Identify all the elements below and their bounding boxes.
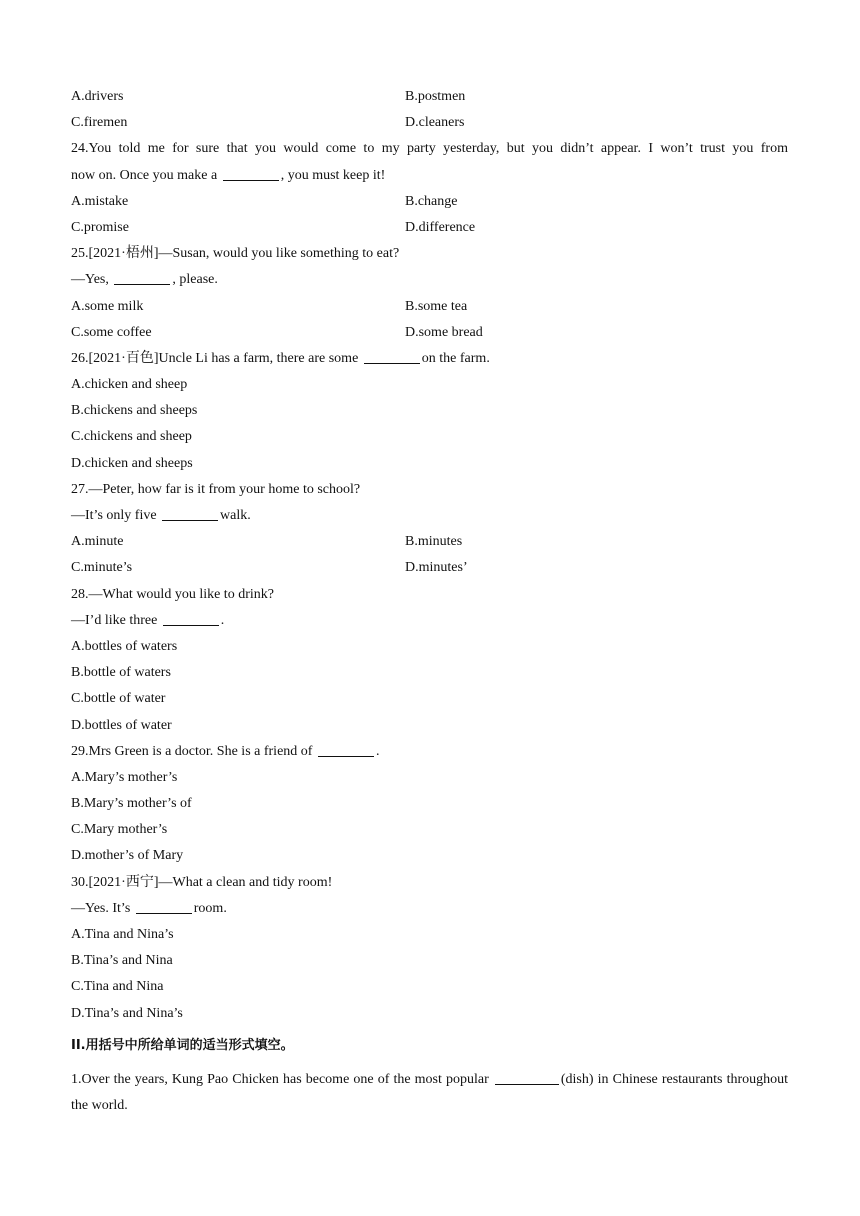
q27-reply	[71, 503, 788, 529]
q26-option-c: C.chickens and sheep	[71, 429, 192, 445]
q27-stem: 27.—Peter, how far is it from your home to school?	[71, 481, 361, 497]
q29-option-c: C.Mary mother’s	[71, 822, 168, 838]
q24-option-a: A.mistake	[71, 193, 129, 209]
q28-option-c: C.bottle of water	[71, 691, 166, 707]
q26-option-b: B.chickens and sheeps	[71, 403, 198, 419]
q29-option-d: D.mother’s of Mary	[71, 848, 184, 864]
q29-stem-pre: 29.Mrs Green is a doctor. She is a friend of	[71, 743, 313, 759]
q28-reply-pre: —I’d like three	[71, 612, 158, 628]
q24-option-d: D.difference	[405, 219, 476, 235]
q27-option-b: B.minutes	[405, 534, 463, 550]
q30-option-a: A.Tina and Nina’s	[71, 927, 174, 942]
q26-stem	[71, 346, 788, 372]
q29-stem-post: .	[375, 743, 380, 759]
q28-answer-blank[interactable]	[163, 611, 219, 626]
q27-reply-post: walk.	[220, 508, 251, 523]
q30-answer-blank[interactable]	[136, 899, 192, 914]
q24-option-b: B.change	[405, 193, 458, 209]
q30-option-b: B.Tina’s and Nina	[71, 953, 173, 969]
q23-options-row1	[71, 84, 788, 110]
section2-q1-post: (dish) in Chinese restaurants throughout the world.	[71, 1071, 789, 1113]
q27-options-row1	[71, 529, 788, 555]
q25-option-a: A.some milk	[71, 298, 144, 314]
q25-option-b: B.some tea	[405, 298, 468, 314]
q24-stem-post: , you must keep it!	[280, 167, 386, 183]
q24-option-c: C.promise	[71, 219, 129, 235]
q23-options-row2	[71, 110, 788, 136]
q24-options-row1	[71, 189, 788, 215]
q30-option-c: C.Tina and Nina	[71, 979, 164, 995]
q23-option-b: B.postmen	[405, 89, 466, 104]
section2-q1-pre: 1.Over the years, Kung Pao Chicken has become one of the most popular	[71, 1071, 489, 1087]
document-page	[71, 84, 788, 1119]
q25-options-row2	[71, 320, 788, 346]
q26-option-d: D.chicken and sheeps	[71, 455, 193, 471]
q30-stem: 30.[2021·西宁]—What a clean and tidy room!	[71, 874, 333, 890]
q30-reply-post: room.	[193, 900, 227, 916]
q23-option-a: A.drivers	[71, 89, 124, 104]
q28-stem: 28.—What would you like to drink?	[71, 586, 274, 602]
q29-stem	[71, 739, 788, 765]
q29-answer-blank[interactable]	[318, 742, 374, 757]
q30-reply	[71, 896, 788, 922]
q28-option-a: A.bottles of waters	[71, 638, 178, 654]
q29-option-a: A.Mary’s mother’s	[71, 769, 178, 785]
q24-stem-line2	[71, 163, 788, 189]
q28-option-d: D.bottles of water	[71, 717, 172, 733]
q28-reply	[71, 608, 788, 634]
q25-option-c: C.some coffee	[71, 324, 152, 340]
q27-option-a: A.minute	[71, 534, 124, 550]
q27-option-c: C.minute’s	[71, 560, 133, 576]
q26-answer-blank[interactable]	[364, 349, 420, 364]
q25-reply-pre: —Yes,	[71, 272, 109, 288]
q28-option-b: B.bottle of waters	[71, 665, 171, 681]
q24-options-row2	[71, 215, 788, 241]
q25-reply	[71, 267, 788, 293]
q25-reply-post: , please.	[172, 272, 218, 288]
q23-option-c: C.firemen	[71, 115, 128, 131]
q27-answer-blank[interactable]	[162, 506, 218, 521]
q30-reply-pre: —Yes. It’s	[71, 900, 131, 916]
q26-stem-post: on the farm.	[421, 350, 490, 366]
q25-stem: 25.[2021·梧州]—Susan, would you like something to eat?	[71, 246, 400, 262]
q25-options-row1	[71, 294, 788, 320]
section2-q1-answer-blank[interactable]	[495, 1070, 559, 1085]
section-heading: II.用括号中所给单词的适当形式填空。	[71, 1037, 294, 1053]
q24-answer-blank[interactable]	[223, 166, 279, 181]
q27-options-row2	[71, 555, 788, 581]
q25-answer-blank[interactable]	[114, 270, 170, 285]
q28-reply-post: .	[220, 612, 225, 628]
q24-stem-line1: 24.You told me for sure that you would come to my party yesterday, but you didn’t appear. I won’t trust you from	[71, 141, 788, 157]
q27-option-d: D.minutes’	[405, 560, 468, 576]
q23-option-d: D.cleaners	[405, 115, 465, 131]
q29-option-b: B.Mary’s mother’s of	[71, 796, 192, 812]
q27-reply-pre: —It’s only five	[71, 508, 157, 523]
q25-option-d: D.some bread	[405, 324, 483, 340]
q24-stem-pre: now on. Once you make a	[71, 167, 218, 183]
q26-option-a: A.chicken and sheep	[71, 377, 188, 393]
q26-stem-pre: 26.[2021·百色]Uncle Li has a farm, there are some	[71, 350, 359, 366]
section2-q1	[71, 1067, 788, 1119]
q30-option-d: D.Tina’s and Nina’s	[71, 1005, 183, 1021]
